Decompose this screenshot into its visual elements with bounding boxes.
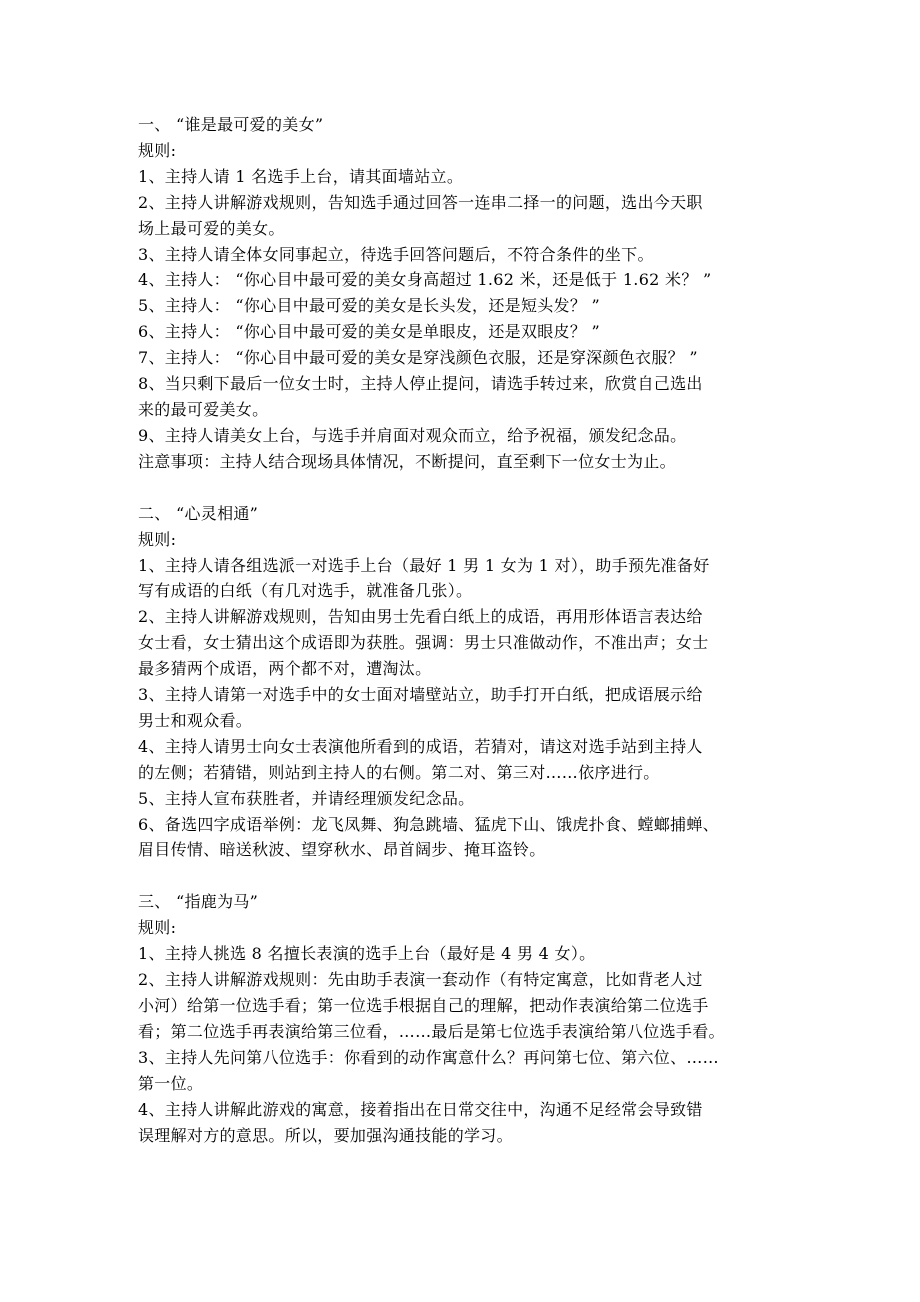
- rule-line: 2、主持人讲解游戏规则，告知由男士先看白纸上的成语，再用形体语言表达给: [138, 607, 703, 627]
- rule-line: 误理解对方的意思。所以，要加强沟通技能的学习。: [138, 1125, 513, 1145]
- rule-line: 4、主持人请男士向女士表演他所看到的成语，若猜对，请这对选手站到主持人: [138, 736, 703, 756]
- rule-line: 7、主持人： “你心目中最可爱的美女是穿浅颜色衣服，还是穿深颜色衣服？ ”: [138, 348, 698, 368]
- rules-list: [138, 553, 798, 864]
- rule-line: 4、主持人讲解此游戏的寓意，接着指出在日常交往中，沟通不足经常会导致错: [138, 1099, 703, 1119]
- rule-line: 小河）给第一位选手看；第一位选手根据自己的理解，把动作表演给第二位选手: [138, 996, 709, 1015]
- note-line: 注意事项：主持人结合现场具体情况，不断提问，直至剩下一位女士为止。: [138, 451, 676, 471]
- rule-line: 女士看，女士猜出这个成语即为获胜。强调：男士只准做动作，不准出声；女士: [138, 633, 709, 653]
- rule-line: 眉目传情、暗送秋波、望穿秋水、昂首阔步、掩耳盗铃。: [138, 840, 546, 860]
- rule-line: 6、主持人： “你心目中最可爱的美女是单眼皮，还是双眼皮？ ”: [138, 322, 601, 342]
- section-3: [138, 889, 798, 1148]
- rule-line: 3、主持人请全体女同事起立，待选手回答问题后，不符合条件的坐下。: [138, 244, 654, 264]
- rule-line: 1、主持人请 1 名选手上台，请其面墙站立。: [138, 166, 464, 186]
- rules-label: 规则:: [138, 529, 177, 549]
- section-2: [138, 501, 798, 864]
- rule-line: 场上最可爱的美女。: [138, 218, 285, 238]
- rule-line: 1、主持人挑选 8 名擅长表演的选手上台（最好是 4 男 4 女）。: [138, 944, 596, 964]
- rules-label: 规则:: [138, 918, 177, 938]
- section-title: 三、 “指鹿为马”: [138, 892, 259, 912]
- rule-line: 5、主持人： “你心目中最可爱的美女是长头发，还是短头发？ ”: [138, 296, 601, 316]
- rule-line: 9、主持人请美女上台，与选手并肩面对观众而立，给予祝福，颁发纪念品。: [138, 425, 687, 445]
- rule-line: 最多猜两个成语，两个都不对，遭淘汰。: [138, 659, 432, 679]
- section-1: [138, 112, 798, 475]
- document-page: [138, 112, 798, 1174]
- rule-line: 4、主持人： “你心目中最可爱的美女身高超过 1.62 米，还是低于 1.62 米？ ”: [138, 270, 712, 290]
- rule-line: 3、主持人先问第八位选手：你看到的动作寓意什么？再问第七位、第六位、……: [138, 1047, 719, 1067]
- rules-list: [138, 164, 798, 475]
- rule-line: 的左侧；若猜错，则站到主持人的右侧。第二对、第三对……依序进行。: [138, 762, 660, 782]
- rule-line: 1、主持人请各组选派一对选手上台（最好 1 男 1 女为 1 对），助手预先准备好: [138, 555, 710, 575]
- rule-line: 第一位。: [138, 1073, 204, 1093]
- rule-line: 2、主持人讲解游戏规则，告知选手通过回答一连串二择一的问题，选出今天职: [138, 192, 703, 212]
- rule-line: 8、当只剩下最后一位女士时，主持人停止提问，请选手转过来，欣赏自己选出: [138, 374, 703, 394]
- rule-line: 2、主持人讲解游戏规则：先由助手表演一套动作（有特定寓意，比如背老人过: [138, 970, 703, 990]
- rule-line: 男士和观众看。: [138, 710, 253, 730]
- rules-label: 规则:: [138, 140, 177, 160]
- rule-line: 3、主持人请第一对选手中的女士面对墙壁站立，助手打开白纸，把成语展示给: [138, 685, 703, 705]
- section-title: 二、 “心灵相通”: [138, 503, 259, 523]
- rule-line: 看；第二位选手再表演给第三位看，……最后是第七位选手表演给第八位选手看。: [138, 1021, 725, 1041]
- rule-line: 5、主持人宣布获胜者，并请经理颁发纪念品。: [138, 788, 475, 808]
- rule-line: 写有成语的白纸（有几对选手，就准备几张）。: [138, 581, 473, 601]
- section-title: 一、 “谁是最可爱的美女”: [138, 115, 324, 134]
- rule-line: 来的最可爱美女。: [138, 399, 269, 419]
- rules-list: [138, 941, 798, 1148]
- rule-line: 6、备选四字成语举例：龙飞凤舞、狗急跳墙、猛虎下山、饿虎扑食、螳螂捕蝉、: [138, 814, 719, 834]
